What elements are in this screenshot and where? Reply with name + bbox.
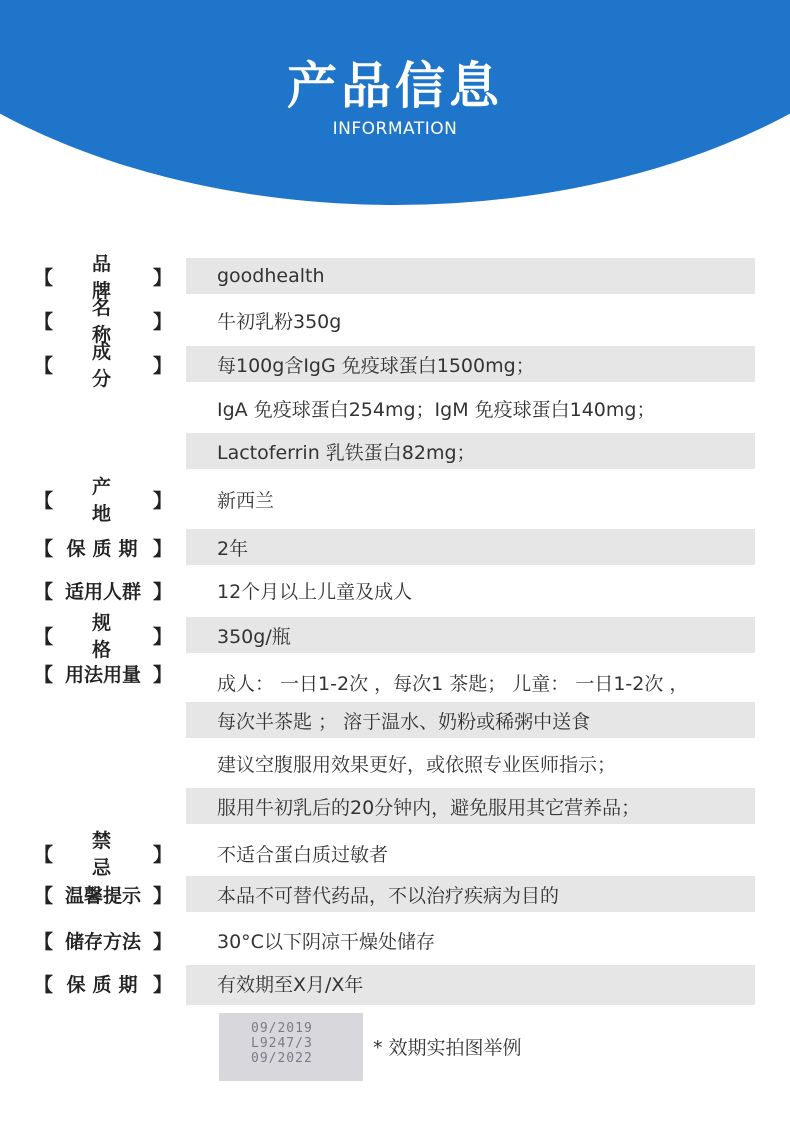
- info-row-ingredients-2: [0, 390, 790, 426]
- bracket-right: 】: [152, 884, 172, 907]
- bracket-left: 【: [34, 625, 54, 648]
- info-row-ingredients-3: [0, 433, 790, 469]
- bracket-right: 】: [152, 664, 172, 686]
- bracket-left: 【: [34, 884, 54, 907]
- expiry-stamp-photo: [219, 1013, 363, 1081]
- label-expiry: [34, 965, 172, 1001]
- info-row-dosage-3: [0, 745, 790, 781]
- bracket-right: 】: [152, 930, 172, 953]
- value-ingredients-line-1: 每100g含IgG 免疫球蛋白1500mg；: [217, 354, 535, 377]
- stamp-line: L9247/3: [251, 1036, 313, 1051]
- page-subtitle: INFORMATION: [332, 119, 458, 139]
- bracket-right: 】: [152, 625, 172, 648]
- label-ingredients: [34, 341, 172, 390]
- bracket-right: 】: [152, 489, 172, 512]
- bracket-left: 【: [34, 973, 54, 996]
- label-specification: [34, 612, 172, 661]
- info-row-origin: [0, 476, 790, 525]
- label-suitable-for: [34, 572, 172, 608]
- bracket-right: 】: [152, 580, 172, 603]
- info-row-shelf-life: [0, 529, 790, 565]
- label-storage: [34, 922, 172, 958]
- bracket-left: 【: [34, 580, 54, 603]
- page-title: 产品信息: [287, 57, 503, 115]
- label-text: 名称: [92, 297, 150, 346]
- label-tips: [34, 876, 172, 912]
- label-text: 储存方法: [64, 930, 141, 953]
- label-text: 温馨提示: [64, 884, 141, 907]
- value-shelf-life: 2年: [217, 537, 249, 560]
- label-name: [34, 297, 172, 346]
- label-text: 适用人群: [64, 580, 141, 603]
- bracket-left: 【: [34, 930, 54, 953]
- value-expiry: 有效期至X月/X年: [217, 973, 364, 996]
- value-name: 牛初乳粉350g: [217, 310, 342, 333]
- info-row-dosage-2: [0, 702, 790, 738]
- bracket-left: 【: [34, 266, 54, 289]
- bracket-left: 【: [34, 537, 54, 560]
- value-suitable-for: 12个月以上儿童及成人: [217, 580, 413, 603]
- bracket-left: 【: [34, 843, 54, 866]
- value-specification: 350g/瓶: [217, 625, 291, 648]
- label-text: 成分: [92, 341, 150, 390]
- label-shelf-life: [34, 529, 172, 565]
- info-row-suitable-for: [0, 572, 790, 608]
- value-ingredients-line-3: Lactoferrin 乳铁蛋白82mg；: [217, 441, 476, 464]
- bracket-left: 【: [34, 664, 54, 686]
- bracket-right: 】: [152, 537, 172, 560]
- label-text: 保质期: [66, 537, 145, 560]
- value-dosage-line-4: 服用牛初乳后的20分钟内，避免服用其它营养品；: [217, 796, 641, 819]
- label-dosage: [34, 660, 172, 696]
- value-brand: goodhealth: [217, 265, 325, 287]
- bracket-right: 】: [152, 310, 172, 333]
- info-row-storage: [0, 922, 790, 958]
- stamp-line: 09/2019: [251, 1021, 313, 1036]
- value-storage: 30°C以下阴凉干燥处储存: [217, 930, 435, 953]
- info-row-specification: [0, 612, 790, 661]
- bracket-right: 】: [152, 973, 172, 996]
- info-row-name: [0, 297, 790, 346]
- label-text: 禁忌: [92, 830, 150, 879]
- label-text: 保质期: [66, 973, 145, 996]
- stamp-caption: * 效期实拍图举例: [373, 1036, 522, 1059]
- row-stripe: [186, 529, 755, 565]
- bracket-left: 【: [34, 310, 54, 333]
- label-origin: [34, 476, 172, 525]
- label-brand: [34, 253, 172, 302]
- bracket-right: 】: [152, 266, 172, 289]
- info-row-tips: [0, 876, 790, 912]
- label-text: 品牌: [92, 253, 150, 302]
- label-text: 用法用量: [64, 664, 141, 686]
- label-text: 规格: [92, 612, 150, 661]
- label-contraindication: [34, 830, 172, 879]
- label-text: 产地: [92, 476, 150, 525]
- value-dosage-line-3: 建议空腹服用效果更好，或依照专业医师指示；: [217, 753, 617, 776]
- value-ingredients-line-2: IgA 免疫球蛋白254mg；IgM 免疫球蛋白140mg；: [217, 398, 656, 421]
- value-origin: 新西兰: [217, 489, 275, 512]
- stamp-line: 09/2022: [251, 1051, 313, 1066]
- bracket-right: 】: [152, 843, 172, 866]
- info-row-brand: [0, 253, 790, 302]
- info-row-contraindication: [0, 830, 790, 879]
- bracket-left: 【: [34, 489, 54, 512]
- bracket-right: 】: [152, 354, 172, 377]
- bracket-left: 【: [34, 354, 54, 377]
- value-contraindication: 不适合蛋白质过敏者: [217, 843, 389, 866]
- value-tips: 本品不可替代药品，不以治疗疾病为目的: [217, 884, 560, 907]
- info-row-dosage-4: [0, 788, 790, 824]
- info-row-ingredients-1: [0, 341, 790, 390]
- info-row-expiry: [0, 965, 790, 1001]
- info-row-dosage-1: [0, 660, 790, 696]
- value-dosage-line-2: 每次半茶匙 ； 溶于温水、奶粉或稀粥中送食: [217, 710, 591, 733]
- value-dosage-line-1: 成人： 一日1-2次 ，每次1 茶匙； 儿童： 一日1-2次 ，: [217, 672, 689, 695]
